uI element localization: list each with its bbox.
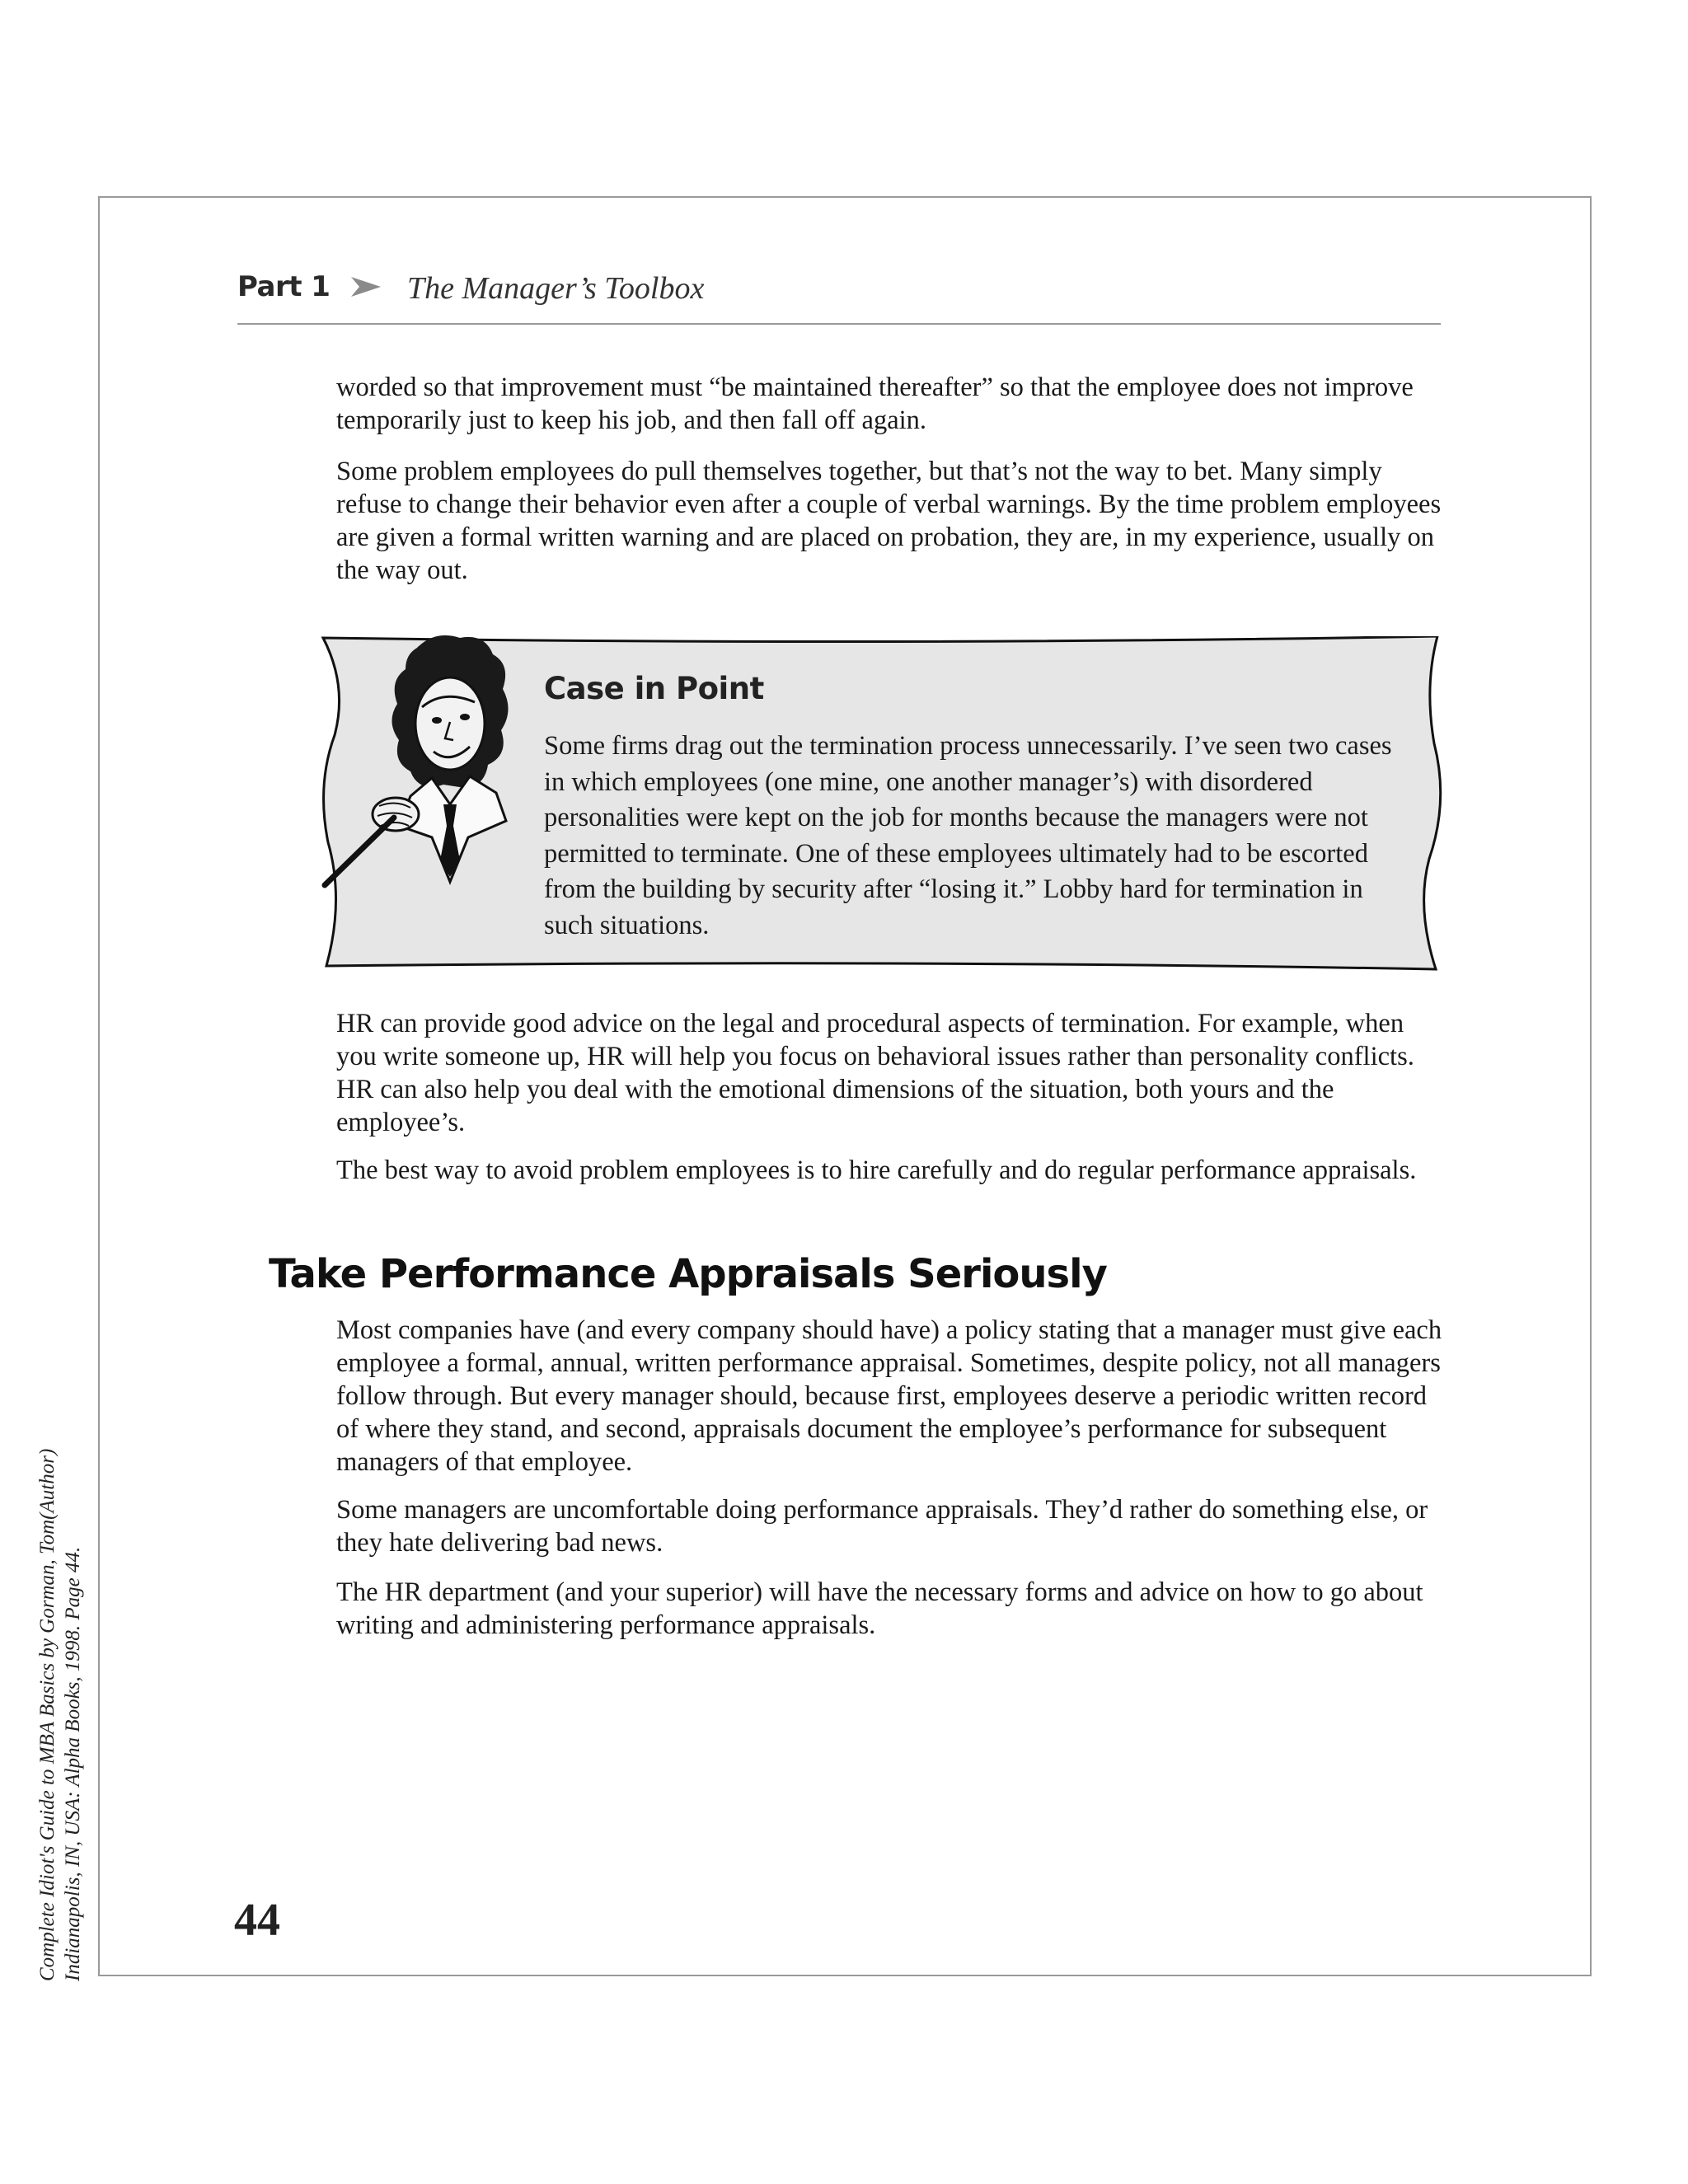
paragraph-4: The best way to avoid problem employees is to hire carefully and do regular performance appraisals.	[336, 1155, 1417, 1185]
part-label: Part 1	[237, 270, 331, 303]
teacher-with-pointer-icon	[320, 631, 534, 895]
running-header	[237, 267, 1441, 325]
section-heading: Take Performance Appraisals Seriously	[269, 1251, 1107, 1297]
page-number: 44	[234, 1895, 280, 1946]
paragraph-2: Some problem employees do pull themselves together, but that’s not the way to bet. Many simply refuse to change their behavior even after a couple of verbal warnings. By the time problem employees are given a formal written warning and are placed on probation, they are, in my experience, usually on the way out.	[336, 457, 1442, 585]
paragraph-6: Some managers are uncomfortable doing performance appraisals. They’d rather do something else, or they hate delivering bad news.	[336, 1495, 1428, 1558]
case-in-point-title: Case in Point	[544, 671, 764, 706]
citation-line-2: Indianapolis, IN, USA: Alpha Books, 1998. Page 44.	[62, 1546, 84, 1981]
case-in-point-body: Some firms drag out the termination process unnecessarily. I’ve seen two cases in which employees (one mine, one another manager’s) with disordered personalities were kept on the job for months because the managers were not permitted to terminate. One of these employees ultimately had to be escorted from the building by security after “losing it.” Lobby hard for termination in such situations.	[544, 731, 1392, 940]
arrow-right-icon	[349, 275, 382, 298]
paragraph-1: worded so that improvement must “be maintained thereafter” so that the employee does not improve temporarily just to keep his job, and then fall off again.	[336, 373, 1414, 435]
paragraph-3: HR can provide good advice on the legal and procedural aspects of termination. For example, when you write someone up, HR will help you focus on behavioral issues rather than personality conflicts. HR can also help you deal with the emotional dimensions of the situation, both yours and the employee’s.	[336, 1009, 1414, 1137]
citation-note	[35, 1449, 86, 1981]
paragraph-7: The HR department (and your superior) will have the necessary forms and advice on how to go about writing and administering performance appraisals.	[336, 1577, 1423, 1640]
chapter-title: The Manager’s Toolbox	[407, 271, 705, 306]
paragraph-5: Most companies have (and every company should have) a policy stating that a manager must give each employee a formal, annual, written performance appraisal. Sometimes, despite policy, not all managers follow through. But every manager should, because first, employees deserve a periodic written record of where they stand, and second, appraisals document the employee’s performance for subsequent managers of that employee.	[336, 1315, 1442, 1477]
citation-line-1: Complete Idiot's Guide to MBA Basics by Gorman, Tom(Author)	[36, 1448, 59, 1981]
